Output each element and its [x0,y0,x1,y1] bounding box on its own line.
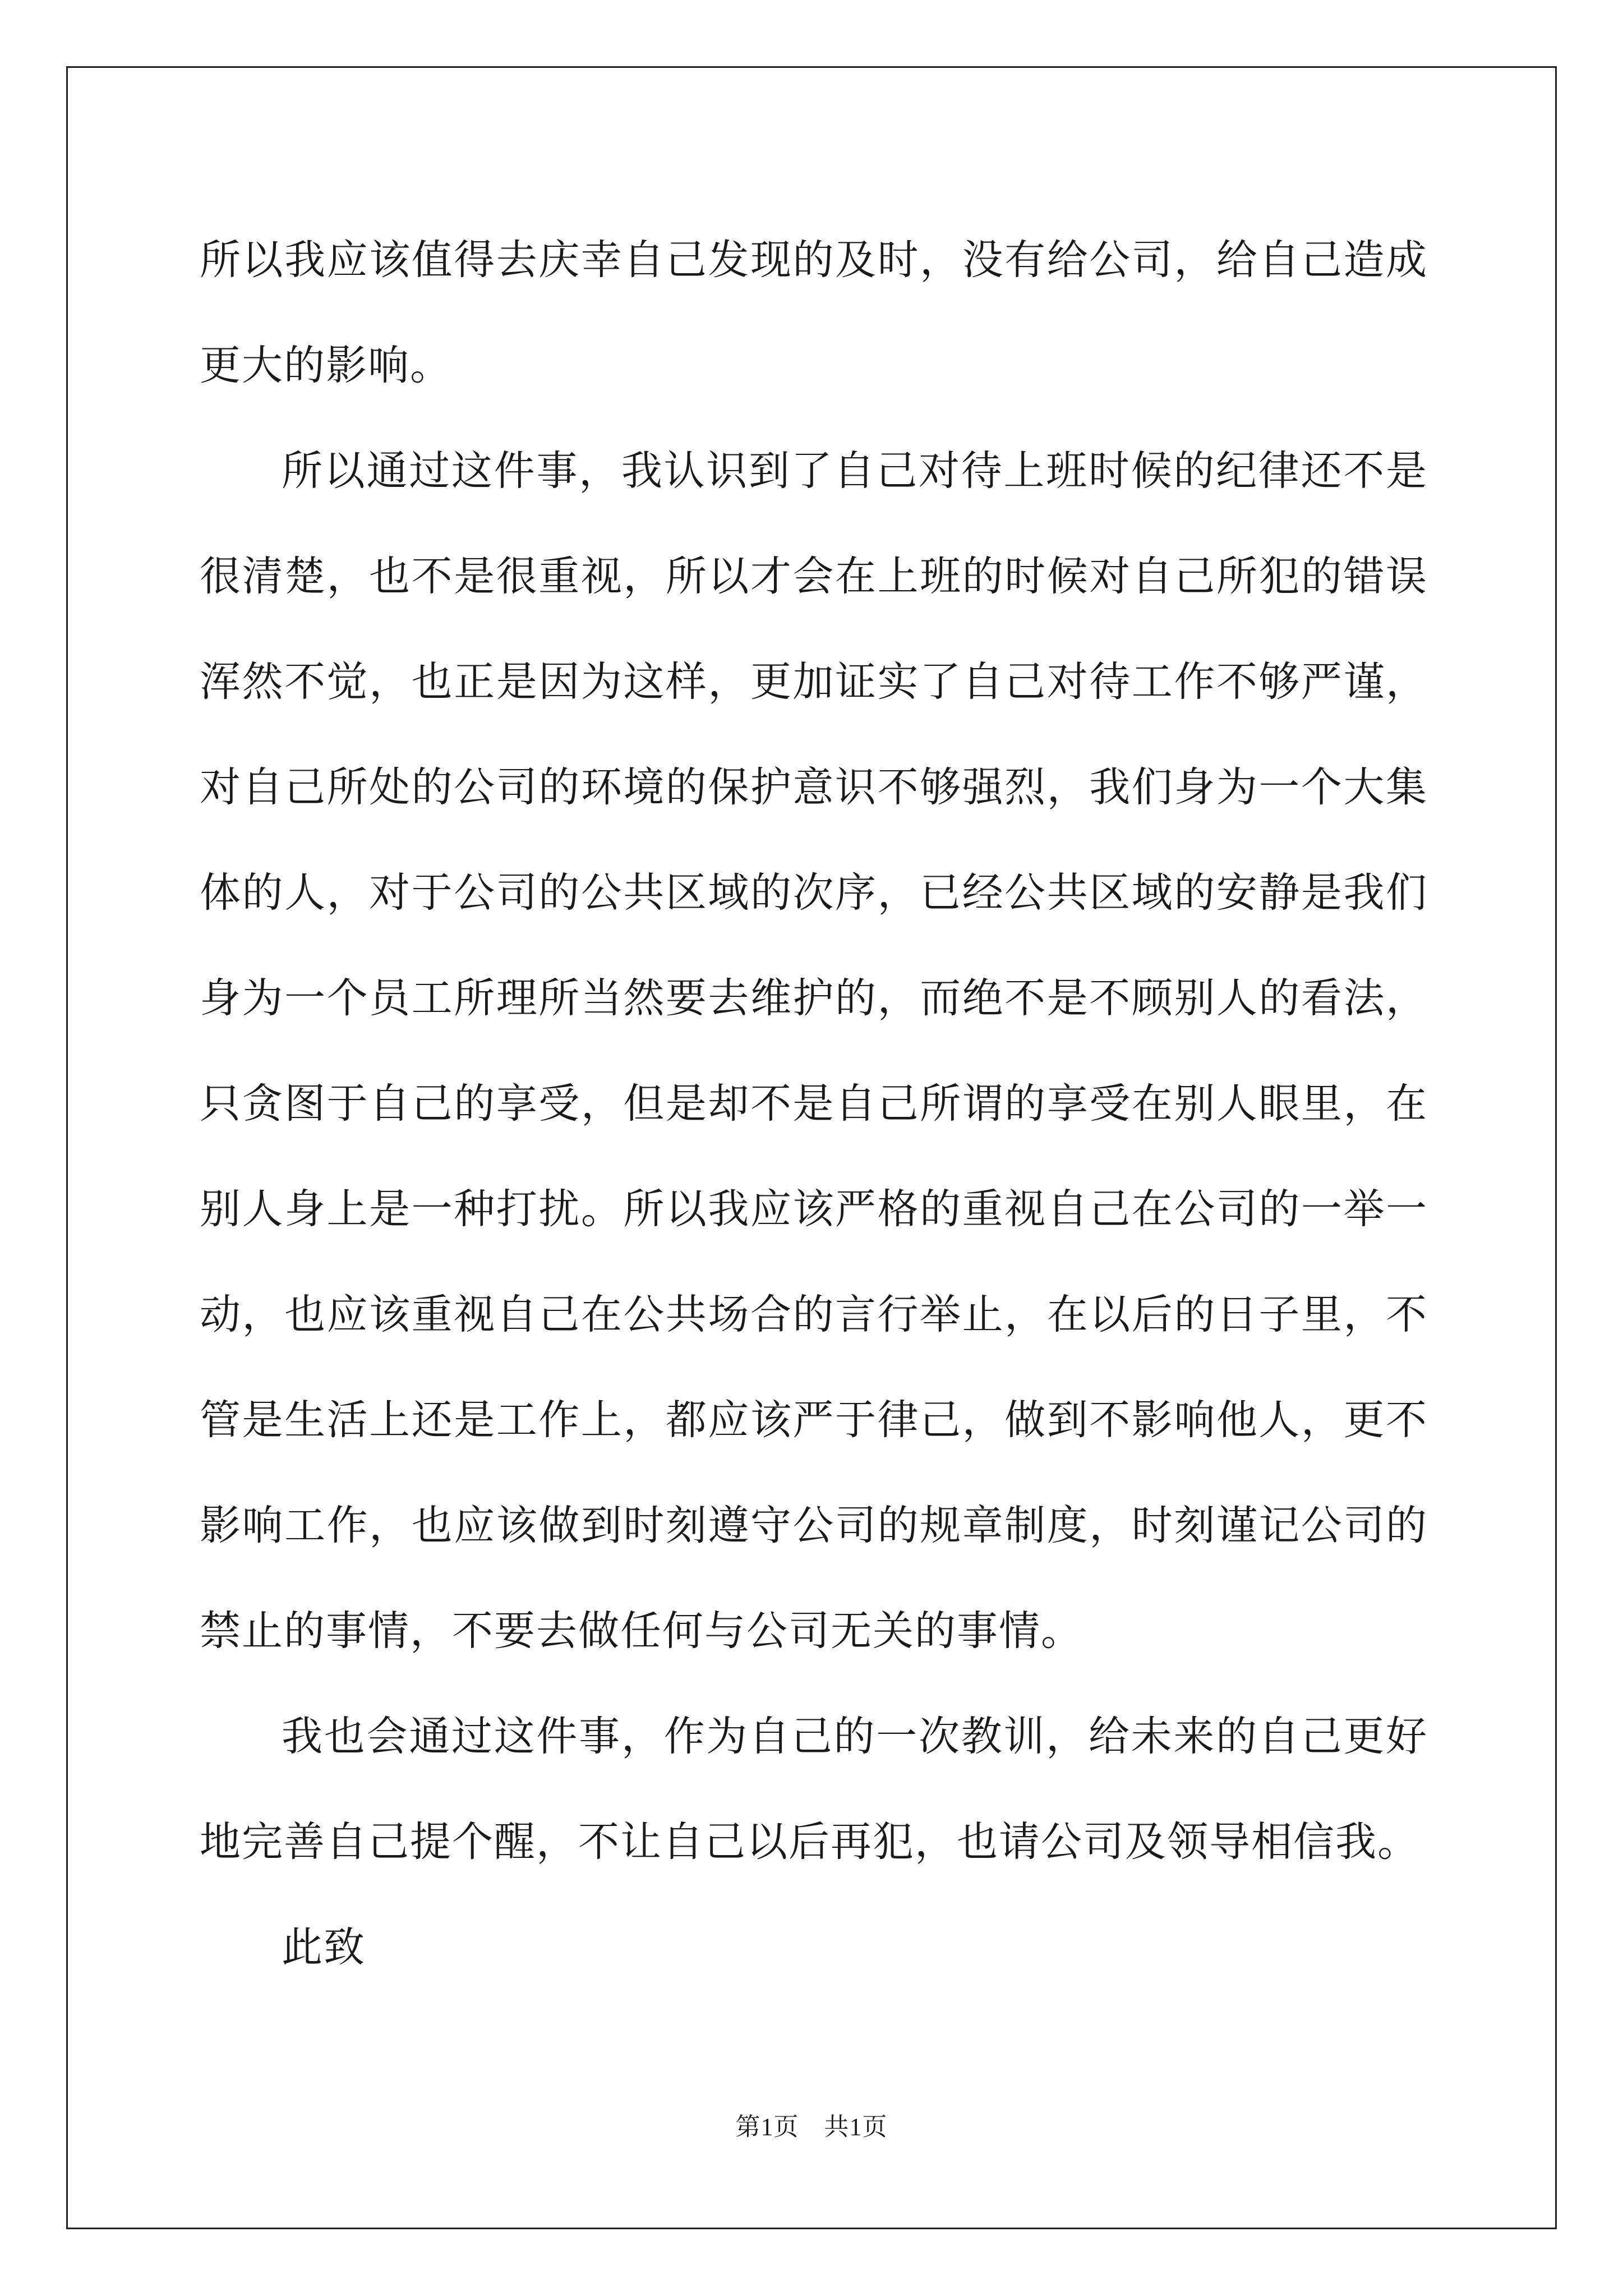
page-footer: 第1页 共1页 [735,2113,888,2141]
paragraph-closing: 此致 [282,1924,366,1971]
paragraph-2: 所以通过这件事，我认识到了自己对待上班时候的纪律还不是很清楚，也不是很重视，所以才会在上班的时候对自己所犯的错误浑然不觉，也正是因为这样，更加证实了自己对待工作不够严谨，对自己所处的公司的环境的保护意识不够强烈，我们身为一个大集体的人，对于公司的公共区域的次序，已经公共区域的安静是我们身为一个员工所理所当然要去维护的，而绝不是不顾别人的看法，只贪图于自己的享受，但是却不是自己所谓的享受在别人眼里，在别人身上是一种打扰。所以我应该严格的重视自己在公司的一举一动，也应该重视自己在公共场合的言行举止，在以后的日子里，不管是生活上还是工作上，都应该严于律己，做到不影响他人，更不影响工作，也应该做到时刻遵守公司的规章制度，时刻谨记公司的禁止的事情，不要去做任何与公司无关的事情。 [200,447,1428,1655]
paragraph-1: 所以我应该值得去庆幸自己发现的及时，没有给公司，给自己造成更大的影响。 [200,236,1428,389]
paragraph-3: 我也会通过这件事，作为自己的一次教训，给未来的自己更好地完善自己提个醒，不让自己以后再犯，也请公司及领导相信我。 [200,1713,1428,1866]
document-body [200,208,1428,2000]
